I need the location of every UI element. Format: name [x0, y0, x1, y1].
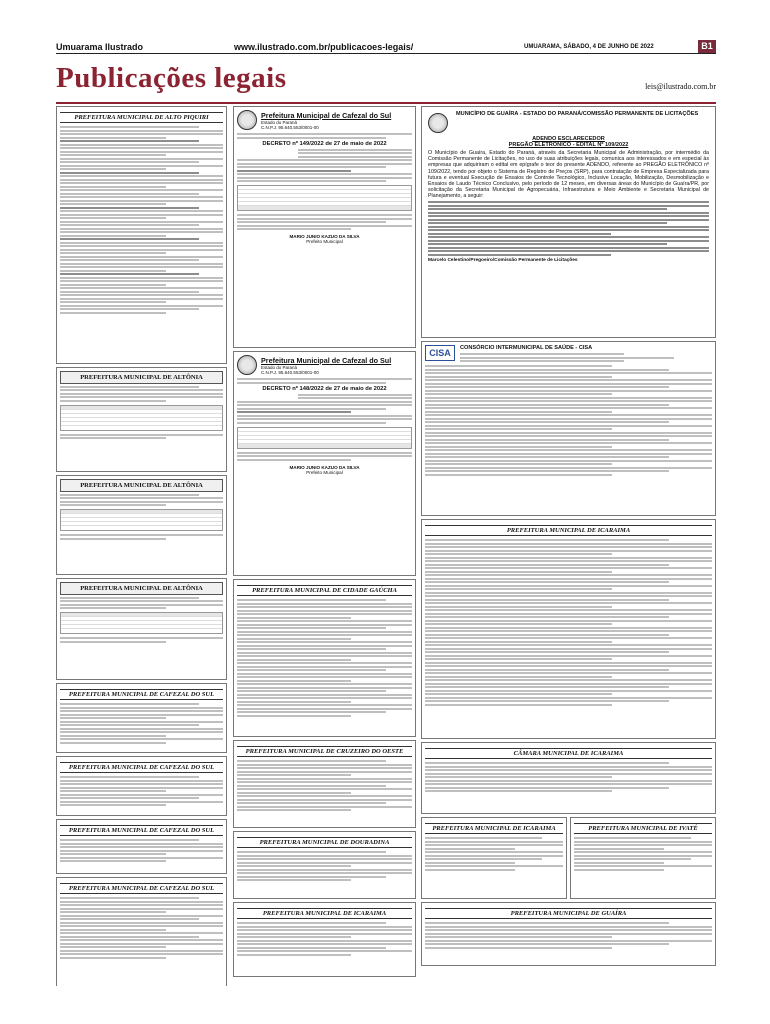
notice-altonia-3	[56, 578, 227, 680]
coat-of-arms-icon	[237, 355, 257, 375]
notice-table	[60, 509, 223, 531]
notice-pair	[421, 817, 716, 902]
municipality-state: Estado do Paraná	[261, 119, 298, 125]
municipality-cnpj: C.N.P.J. 95.640.553/0001-00	[261, 369, 319, 375]
notice-heading: PREFEITURA MUNICIPAL DE DOURADINA	[237, 837, 412, 848]
municipality-name: MUNICÍPIO DE GUAÍRA - ESTADO DO PARANÁ/COMISSÃO PERMANENTE DE LICITAÇÕES	[456, 111, 699, 117]
edital-number: PREGÃO ELETRÔNICO - EDITAL Nº 109/2022	[508, 142, 629, 148]
notice-heading: PREFEITURA MUNICIPAL DE GUAÍRA	[425, 908, 712, 919]
notice-camara-icaraima	[421, 742, 716, 814]
notice-heading: CÂMARA MUNICIPAL DE ICARAIMA	[425, 748, 712, 759]
issue-date: UMUARAMA, SÁBADO, 4 DE JUNHO DE 2022	[524, 44, 654, 50]
column-right	[421, 106, 716, 986]
top-bar	[56, 40, 716, 54]
notice-cafezal-decreto-149	[233, 106, 416, 348]
notice-heading: PREFEITURA MUNICIPAL DE ICARAIMA	[425, 823, 563, 834]
notice-table	[60, 405, 223, 431]
notice-altonia-1	[56, 367, 227, 472]
notice-heading: PREFEITURA MUNICIPAL DE CAFEZAL DO SUL	[60, 762, 223, 773]
notice-heading: PREFEITURA MUNICIPAL DE ALTÔNIA	[60, 582, 223, 595]
notice-heading: PREFEITURA MUNICIPAL DE ALTÔNIA	[60, 371, 223, 384]
notice-icaraima-small	[421, 817, 567, 899]
notice-cafezal-decreto-148	[233, 351, 416, 576]
consortium-title: CONSÓRCIO INTERMUNICIPAL DE SAÚDE - CISA	[460, 345, 593, 351]
coat-of-arms-icon	[237, 110, 257, 130]
signer-name: MARIO JUNIO KAZUO DA SILVA	[289, 234, 360, 239]
budget-table	[237, 185, 412, 211]
notice-cidade-gaucha	[233, 579, 416, 737]
notice-body: O Município de Guaíra, Estado do Paraná, através da Secretaria Municipal de Administração, por intermédio da Comissão Permanente de Licitações, no uso de suas atribuições legais, comunica aos interessados e em especial às empresas que adquiriram o edital em epígrafe o teor do presente ADENDO, referente ao PREGÃO ELETRÔNICO nº 109/2022, tendo por objeto o Sistema de Registro de Preços (SRP), para contratação de Empresa Especializada para futura e eventual Execução de Ensaios de Controle Tecnológico, Inclusive Locação, Mobilização, Desmobilização e Ensaios de Laudo Técnico Conclusivo, pelo período de 12 meses, em diversas áreas do Município de Guaíra/PR, por solicitação da Secretaria Municipal de Agropecuária, Infraestrutura e Meio Ambiente e Secretaria Municipal de Planejamento, a seguir:	[428, 150, 709, 200]
decree-title: DECRETO nº 149/2022 de 27 de maio de 2022	[262, 140, 387, 147]
notice-cafezal-3	[56, 819, 227, 874]
notice-heading: PREFEITURA MUNICIPAL DE ALTÔNIA	[60, 479, 223, 492]
decree-title: DECRETO nº 148/2022 de 27 de maio de 2022	[262, 385, 387, 392]
notice-cisa	[421, 341, 716, 516]
notice-type: ADENDO ESCLARECEDOR	[532, 136, 605, 142]
notice-cafezal-2	[56, 756, 227, 816]
coat-of-arms-icon	[428, 113, 448, 133]
notice-heading: PREFEITURA MUNICIPAL DE ALTO PIQUIRI	[60, 112, 223, 123]
notice-heading: PREFEITURA MUNICIPAL DE CAFEZAL DO SUL	[60, 825, 223, 836]
municipality-name: Prefeitura Municipal de Cafezal do Sul	[261, 355, 392, 365]
notice-cruzeiro-do-oeste	[233, 740, 416, 828]
notice-cafezal-1	[56, 683, 227, 753]
notice-cafezal-4	[56, 877, 227, 986]
municipality-cnpj: C.N.P.J. 95.640.553/0001-00	[261, 124, 319, 130]
notice-heading: PREFEITURA MUNICIPAL DE CRUZEIRO DO OESTE	[237, 746, 412, 757]
notice-table	[60, 612, 223, 634]
newspaper-page	[56, 40, 716, 990]
section-badge: B1	[698, 40, 716, 53]
municipality-state: Estado do Paraná	[261, 364, 298, 370]
signer-role: Prefeito Municipal	[306, 469, 343, 475]
section-url[interactable]: www.ilustrado.com.br/publicacoes-legais/	[234, 42, 414, 52]
municipality-header	[237, 355, 412, 375]
budget-table	[237, 427, 412, 449]
page-title: Publicações legais	[56, 62, 287, 94]
notice-heading: PREFEITURA MUNICIPAL DE IVATÉ	[574, 823, 712, 834]
notice-ivate	[570, 817, 716, 899]
notice-douradina	[233, 831, 416, 899]
notice-alto-piquiri	[56, 106, 227, 364]
cisa-logo-icon: CISA	[425, 345, 455, 361]
signer-name: Marcelo Celestino/Pregoeiro/Comissão Permanente de Licitações	[428, 257, 578, 263]
municipality-header	[237, 110, 412, 130]
title-divider	[56, 102, 716, 104]
notice-guaira-adendo	[421, 106, 716, 338]
column-left	[56, 106, 227, 986]
notice-heading: PREFEITURA MUNICIPAL DE CIDADE GAÚCHA	[237, 585, 412, 596]
notice-guaira-bottom	[421, 902, 716, 966]
notice-heading: PREFEITURA MUNICIPAL DE ICARAIMA	[425, 525, 712, 536]
signer-role: Prefeito Municipal	[306, 239, 343, 244]
column-middle	[233, 106, 416, 986]
consortium-header	[425, 345, 712, 364]
notice-heading: PREFEITURA MUNICIPAL DE CAFEZAL DO SUL	[60, 883, 223, 894]
notice-icaraima-right	[421, 519, 716, 739]
municipality-name: Prefeitura Municipal de Cafezal do Sul	[261, 110, 392, 120]
notice-altonia-2	[56, 475, 227, 575]
notice-heading: PREFEITURA MUNICIPAL DE CAFEZAL DO SUL	[60, 689, 223, 700]
notice-icaraima-middle	[233, 902, 416, 977]
signer-name: MARIO JUNIO KAZUO DA SILVA	[289, 464, 360, 470]
newspaper-name: Umuarama Ilustrado	[56, 42, 144, 52]
notice-heading: PREFEITURA MUNICIPAL DE ICARAIMA	[237, 908, 412, 919]
contact-email[interactable]: leis@ilustrado.com.br	[645, 82, 716, 91]
